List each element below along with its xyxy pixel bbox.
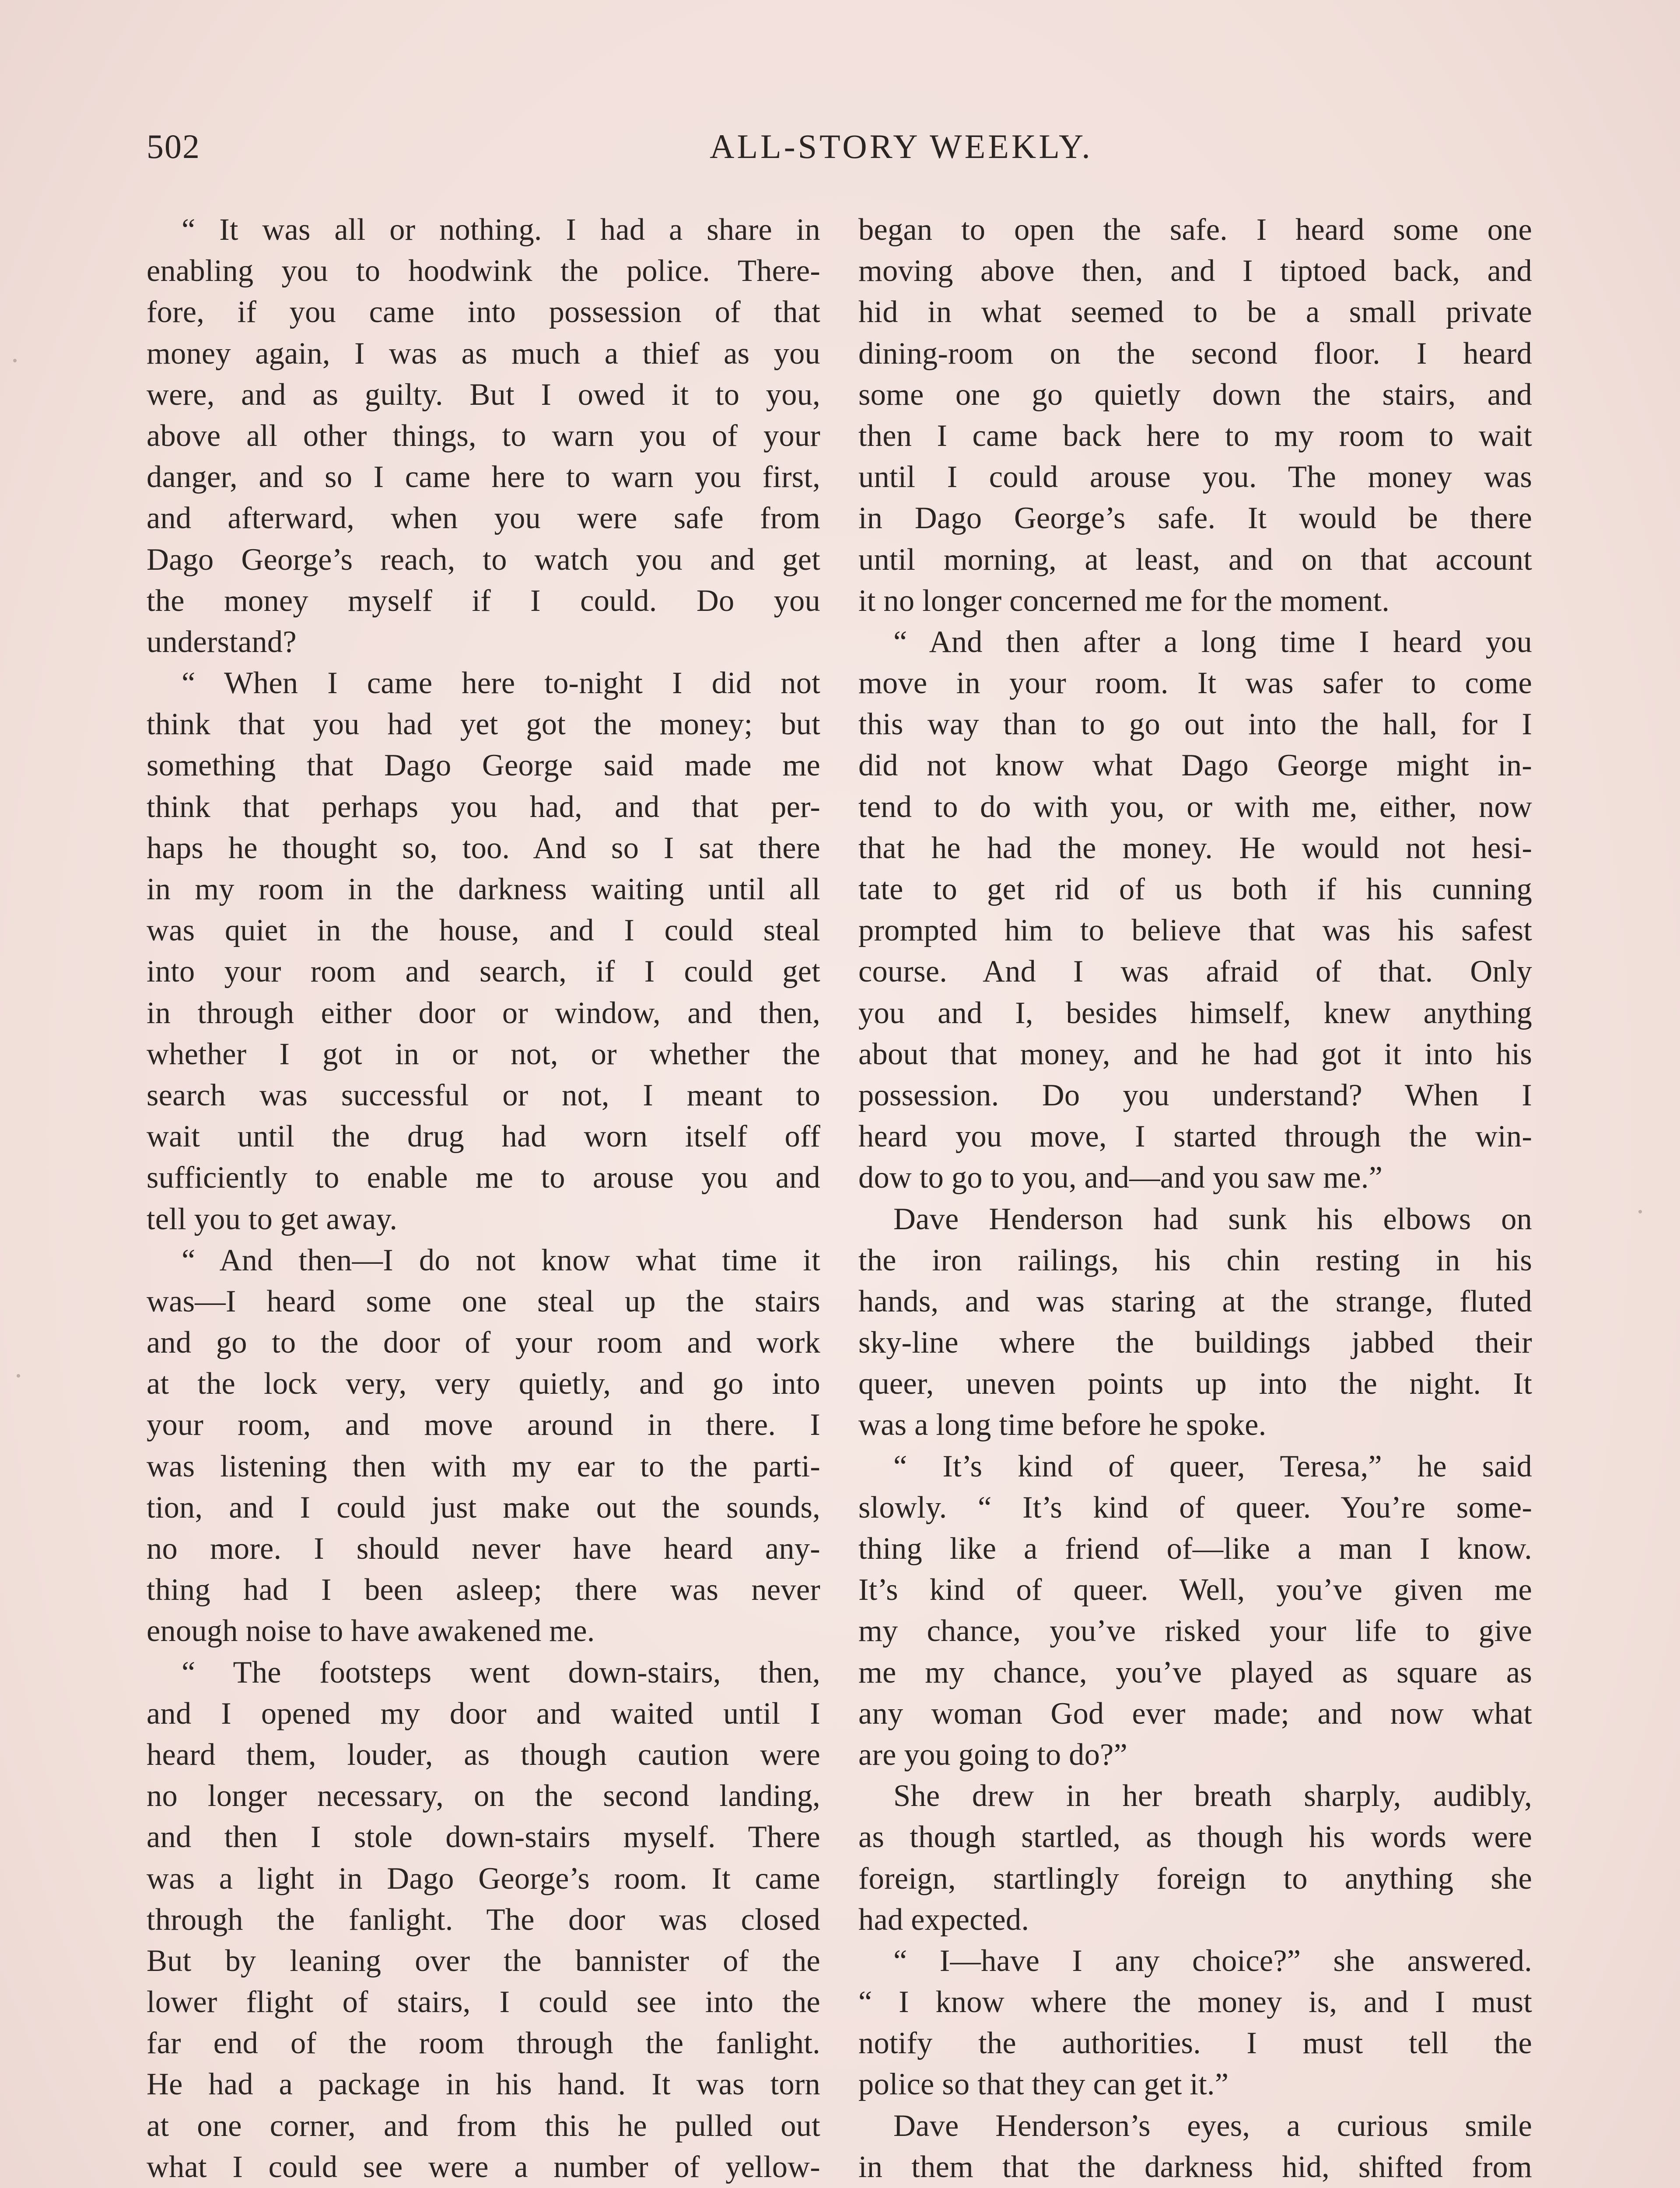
text-line: “ It’s kind of queer, Teresa,” he said	[893, 1449, 1532, 1483]
text-line: did not know what Dago George might in-	[858, 748, 1532, 783]
text-line: was a light in Dago George’s room. It came	[147, 1861, 820, 1896]
text-line: possession. Do you understand? When I	[858, 1078, 1532, 1112]
text-line: in my room in the darkness waiting until all	[147, 872, 820, 906]
text-line: me my chance, you’ve played as square as	[858, 1655, 1532, 1690]
text-line: began to open the safe. I heard some one	[858, 213, 1532, 247]
text-line: sky-line where the buildings jabbed their	[858, 1325, 1532, 1360]
text-line: enabling you to hoodwink the police. There-	[147, 254, 820, 288]
text-line: enough noise to have awakened me.	[147, 1614, 595, 1648]
text-line: the iron railings, his chin resting in his	[858, 1243, 1532, 1277]
text-line: until I could arouse you. The money was	[858, 460, 1532, 494]
text-line: was a long time before he spoke.	[858, 1408, 1267, 1442]
text-line: it no longer concerned me for the moment.	[858, 583, 1390, 618]
text-line: and go to the door of your room and work	[147, 1325, 820, 1360]
text-line: move in your room. It was safer to come	[858, 666, 1532, 701]
text-line: tion, and I could just make out the sounds,	[147, 1490, 820, 1525]
text-line: think that you had yet got the money; but	[147, 707, 820, 742]
text-line: fore, if you came into possession of that	[147, 295, 820, 330]
text-line: until morning, at least, and on that account	[858, 542, 1532, 577]
text-line: It’s kind of queer. Well, you’ve given me	[858, 1573, 1532, 1607]
text-line: tend to do with you, or with me, either, now	[858, 789, 1532, 824]
text-line: had expected.	[858, 1902, 1029, 1937]
text-line: you and I, besides himself, knew anything	[858, 996, 1532, 1030]
text-line: at the lock very, very quietly, and go into	[147, 1367, 820, 1401]
text-line: whether I got in or not, or whether the	[147, 1037, 820, 1071]
text-line: the money myself if I could. Do you	[147, 583, 820, 618]
text-line: queer, uneven points up into the night. It	[858, 1367, 1532, 1401]
text-line: and afterward, when you were safe from	[147, 501, 820, 536]
text-line: in through either door or window, and then,	[147, 996, 820, 1030]
text-line: search was successful or not, I meant to	[147, 1078, 820, 1112]
text-line: that he had the money. He would not hesi-	[858, 831, 1532, 865]
text-line: danger, and so I came here to warn you first,	[147, 460, 820, 494]
text-line: what I could see were a number of yellow-	[147, 2149, 820, 2184]
text-line: But by leaning over the bannister of the	[147, 1943, 820, 1978]
text-line: thing like a friend of—like a man I know.	[858, 1532, 1532, 1566]
text-line: no longer necessary, on the second landing,	[147, 1779, 820, 1813]
page-number: 502	[147, 127, 200, 165]
text-line: your room, and move around in there. I	[147, 1408, 820, 1442]
text-line: think that perhaps you had, and that per-	[147, 789, 820, 824]
text-line: thing had I been asleep; there was never	[147, 1573, 820, 1607]
text-line: hid in what seemed to be a small private	[858, 295, 1532, 330]
text-line: understand?	[147, 624, 297, 659]
text-line: was quiet in the house, and I could steal	[147, 913, 820, 948]
text-line: above all other things, to warn you of your	[147, 418, 820, 453]
text-line: “ The footsteps went down-stairs, then,	[182, 1655, 820, 1690]
text-line: any woman God ever made; and now what	[858, 1696, 1532, 1731]
text-line: “ And then—I do not know what time it	[182, 1243, 820, 1277]
text-line: Dave Henderson had sunk his elbows on	[893, 1202, 1532, 1236]
text-line: as though startled, as though his words were	[858, 1820, 1532, 1855]
text-line: He had a package in his hand. It was torn	[147, 2067, 820, 2102]
text-line: “ I know where the money is, and I must	[858, 1985, 1532, 2020]
text-line: police so that they can get it.”	[858, 2067, 1229, 2102]
text-line: hands, and was staring at the strange, fluted	[858, 1284, 1532, 1318]
text-line: were, and as guilty. But I owed it to you,	[147, 377, 820, 412]
paper-speck	[17, 1374, 20, 1378]
text-line: tate to get rid of us both if his cunning	[858, 872, 1532, 906]
text-line: no more. I should never have heard any-	[147, 1532, 820, 1566]
page-header	[147, 127, 1547, 175]
text-line: foreign, startlingly foreign to anything she	[858, 1861, 1532, 1896]
text-line: dow to go to you, and—and you saw me.”	[858, 1161, 1383, 1195]
text-line: and I opened my door and waited until I	[147, 1696, 820, 1731]
text-line: then I came back here to my room to wait	[858, 418, 1532, 453]
text-line: heard you move, I started through the win-	[858, 1119, 1532, 1154]
text-line: through the fanlight. The door was closed	[147, 1902, 820, 1937]
text-line: was—I heard some one steal up the stairs	[147, 1284, 820, 1318]
text-line: Dave Henderson’s eyes, a curious smile	[893, 2108, 1532, 2143]
text-line: wait until the drug had worn itself off	[147, 1119, 820, 1154]
text-line: tell you to get away.	[147, 1202, 398, 1236]
text-line: slowly. “ It’s kind of queer. You’re some-	[858, 1490, 1532, 1525]
text-line: prompted him to believe that was his safest	[858, 913, 1532, 948]
text-line: “ It was all or nothing. I had a share in	[182, 213, 820, 247]
text-line: far end of the room through the fanlight.	[147, 2026, 820, 2061]
text-line: my chance, you’ve risked your life to give	[858, 1614, 1532, 1648]
running-title: ALL-STORY WEEKLY.	[710, 127, 1093, 165]
text-line: “ And then after a long time I heard you	[893, 624, 1532, 659]
text-line: into your room and search, if I could get	[147, 954, 820, 989]
text-line: in them that the darkness hid, shifted from	[858, 2149, 1532, 2184]
text-line: course. And I was afraid of that. Only	[858, 954, 1532, 989]
text-line: She drew in her breath sharply, audibly,	[893, 1779, 1532, 1813]
text-line: “ I—have I any choice?” she answered.	[893, 1943, 1532, 1978]
text-line: Dago George’s reach, to watch you and get	[147, 542, 820, 577]
text-line: lower flight of stairs, I could see into the	[147, 1985, 820, 2020]
paper-speck	[13, 359, 17, 362]
right-text-column	[858, 209, 1532, 2188]
text-line: this way than to go out into the hall, for I	[858, 707, 1532, 742]
text-line: about that money, and he had got it into his	[858, 1037, 1532, 1071]
text-line: something that Dago George said made me	[147, 748, 820, 783]
left-text-column	[147, 209, 820, 2188]
text-line: “ When I came here to-night I did not	[182, 666, 820, 701]
text-line: at one corner, and from this he pulled out	[147, 2108, 820, 2143]
text-line: are you going to do?”	[858, 1737, 1128, 1772]
text-line: money again, I was as much a thief as you	[147, 336, 820, 371]
paper-speck	[1638, 1210, 1642, 1213]
text-line: heard them, louder, as though caution were	[147, 1737, 820, 1772]
text-line: in Dago George’s safe. It would be there	[858, 501, 1532, 536]
text-line: dining-room on the second floor. I heard	[858, 336, 1532, 371]
text-line: notify the authorities. I must tell the	[858, 2026, 1532, 2061]
text-line: moving above then, and I tiptoed back, and	[858, 254, 1532, 288]
text-line: some one go quietly down the stairs, and	[858, 377, 1532, 412]
text-line: and then I stole down-stairs myself. There	[147, 1820, 820, 1855]
text-line: haps he thought so, too. And so I sat there	[147, 831, 820, 865]
text-line: sufficiently to enable me to arouse you and	[147, 1161, 820, 1195]
text-line: was listening then with my ear to the parti-	[147, 1449, 820, 1483]
